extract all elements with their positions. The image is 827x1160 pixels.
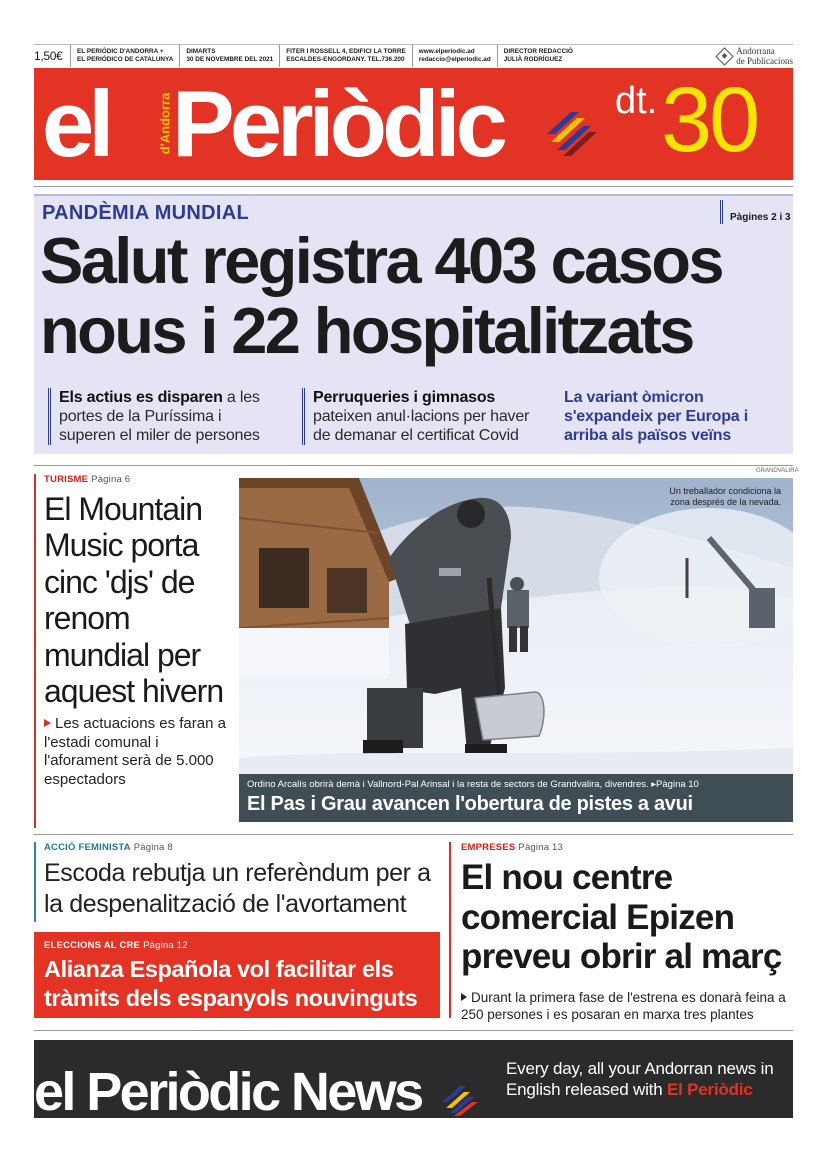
- turisme-headline[interactable]: El Mountain Music porta cinc 'djs' de renom mundial per aquest hivern: [44, 491, 224, 710]
- photo-caption-bar[interactable]: [239, 774, 793, 822]
- partner-logo: Andorrana de Publicacions: [718, 45, 793, 66]
- lead-pages: Pàgines 2 i 3: [720, 200, 791, 224]
- feminista-headline[interactable]: Escoda rebutja un referèndum per a la despenalització de l'avortament: [44, 859, 431, 918]
- cre-headline[interactable]: Alianza Española vol facilitar els tràmits dels espanyols nouvinguts: [44, 956, 418, 1011]
- empreses-headline[interactable]: El nou centre comercial Epizen preveu obrir al març: [461, 858, 782, 976]
- lead-kicker: PANDÈMIA MUNDIAL: [42, 202, 250, 224]
- section-label: EMPRESES Pàgina 13: [461, 842, 563, 853]
- flag-stripes-icon: [537, 106, 599, 156]
- news-logo: el Periòdic News: [34, 1062, 422, 1118]
- section-label: ELECCIONS AL CRE Pàgina 12: [44, 940, 188, 951]
- masthead: [34, 68, 793, 180]
- main-photo[interactable]: [239, 478, 793, 822]
- divider: [34, 465, 793, 466]
- address: FITER I ROSSELL 4, EDIFICI LA TORRE ESCALDES-ENGORDANY. TEL.736.200: [279, 45, 412, 67]
- issue-date: DIMARTS 30 DE NOVEMBRE DEL 2021: [179, 45, 279, 67]
- divider: [34, 1030, 793, 1031]
- triangle-bullet-icon: [461, 993, 467, 1001]
- photo-credit: GRANDVALIRA: [756, 468, 799, 474]
- director: DIRECTOR REDACCIÓ JULIÀ RODRÍGUEZ: [497, 45, 579, 67]
- divider: [34, 834, 793, 835]
- feminista-story[interactable]: [34, 842, 440, 922]
- website-link[interactable]: www.elperiodic.ad: [418, 48, 475, 55]
- lead-subhead-2[interactable]: Perruqueries i gimnasos pateixen anul·lacions per haver de demanar el certificat Covid: [302, 388, 542, 445]
- lead-subhead-3[interactable]: La variant òmicron s'expandeix per Europa i arriba als països veïns: [564, 389, 748, 444]
- logo-main: Periòdic: [172, 71, 503, 176]
- price: 1,50€: [34, 49, 63, 63]
- email-link[interactable]: redaccio@elperiodic.ad: [418, 56, 491, 63]
- news-banner[interactable]: [34, 1040, 793, 1118]
- flag-stripes-icon: [438, 1082, 482, 1116]
- photo-caption: Ordino Arcalís obrirà demà i Vallnord-Pal Arinsal i la resta de sectors de Grandvalira, divendres. ▸Pàgina 10: [247, 779, 699, 790]
- empreses-story[interactable]: [449, 842, 793, 1022]
- photo-inset-caption: Un treballador condiciona la zona després de la nevada.: [669, 486, 781, 507]
- logo-el: el: [42, 71, 109, 176]
- brand-name: El Periòdic: [666, 1080, 753, 1099]
- triangle-bullet-icon: [44, 719, 51, 727]
- section-label: TURISME Pàgina 6: [44, 474, 131, 485]
- cre-story[interactable]: [34, 932, 440, 1018]
- empreses-dek: Durant la primera fase de l'estrena es donarà feina a 250 persones i es posaran en marxa tres plantes: [461, 989, 786, 1022]
- day-number: 30: [661, 69, 758, 171]
- snow-worker-photo: [239, 478, 793, 822]
- section-label: ACCIÓ FEMINISTA Pàgina 8: [44, 842, 173, 853]
- diamond-icon: [716, 47, 734, 65]
- editions: EL PERIÒDIC D'ANDORRA + EL PERIÓDICO DE CATALUNYA: [70, 45, 179, 67]
- news-tagline: Every day, all your Andorran news in English released with El Periòdic: [506, 1059, 774, 1099]
- info-bar: [34, 44, 793, 66]
- turisme-story[interactable]: [34, 474, 226, 828]
- contact: [412, 45, 497, 67]
- turisme-dek: Les actuacions es faran a l'estadi comunal i l'aforament serà de 5.000 espectadors: [44, 715, 226, 788]
- lead-subhead-1[interactable]: Els actius es disparen a les portes de la Puríssima i superen el miler de persones: [48, 388, 278, 445]
- lead-story[interactable]: [34, 194, 793, 454]
- divider: [34, 186, 793, 187]
- weekday: dt.: [615, 80, 658, 122]
- logo-subtitle: d'Andorra: [157, 92, 173, 155]
- lead-headline[interactable]: Salut registra 403 casos nous i 22 hospitalitzats: [40, 224, 722, 367]
- photo-headline[interactable]: El Pas i Grau avancen l'obertura de pistes a avui: [247, 793, 693, 815]
